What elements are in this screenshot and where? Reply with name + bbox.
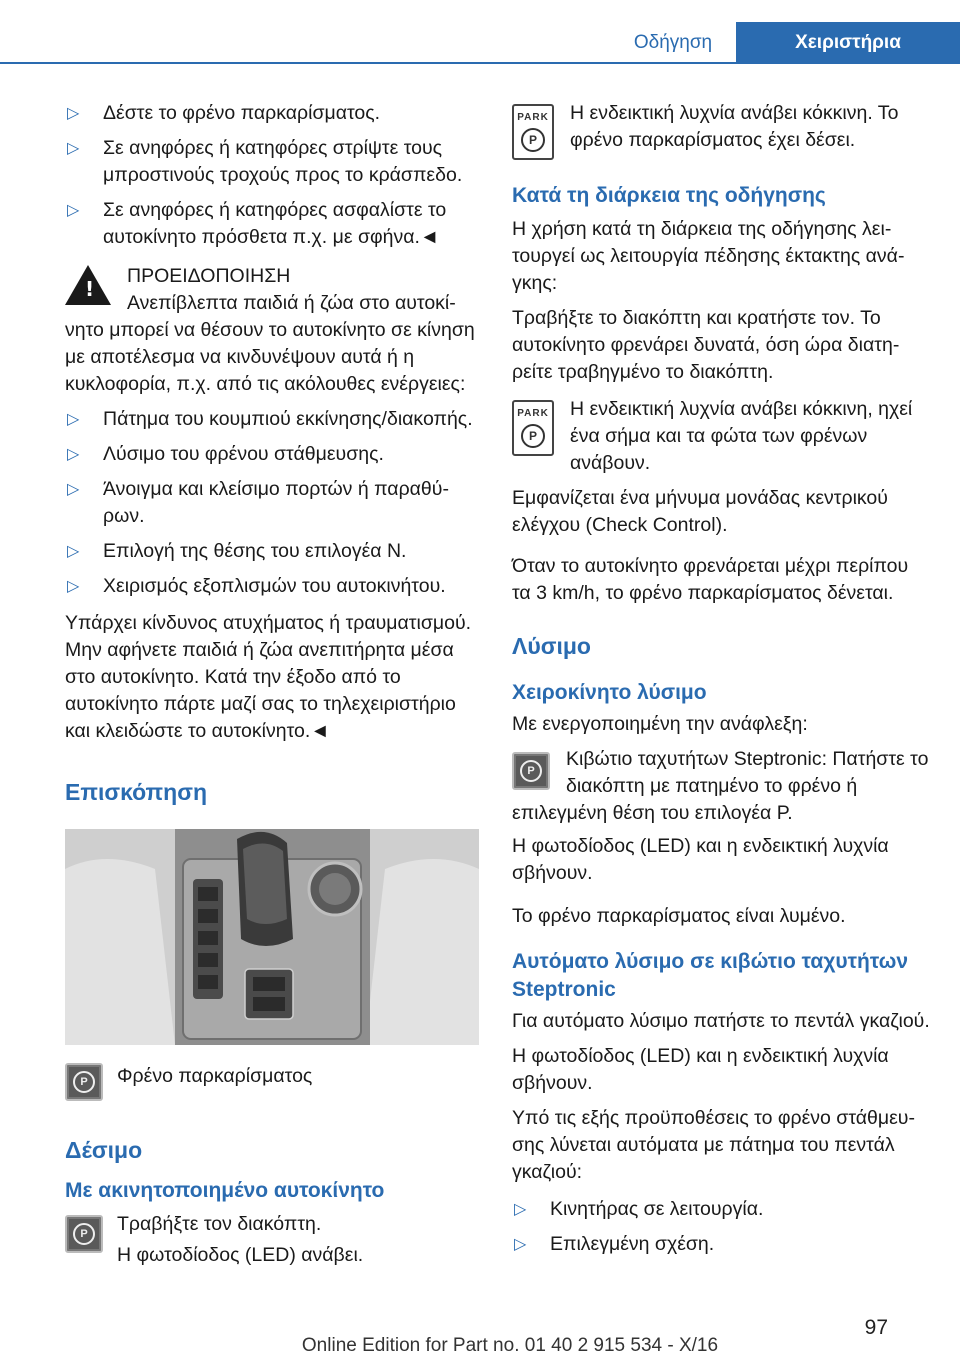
bullet-list-conditions: [512, 1196, 932, 1258]
led-off-text-1: Η φωτοδίοδος (LED) και η ενδεικτική λυχνία σβήνουν.: [512, 835, 889, 884]
left-column: [65, 100, 479, 1269]
park-red-text-2: Η ενδεικτική λυχνία ανάβει κόκκινη, ηχεί ένα σήμα και τα φώτα των φρένων ανάβουν.: [570, 398, 913, 474]
triangle-bullet-icon: ▷: [67, 578, 80, 595]
header-bar: [0, 0, 960, 64]
triangle-bullet-icon: ▷: [67, 543, 80, 560]
park-indicator-icon: PARK P: [512, 104, 554, 160]
steptronic-block: [512, 746, 932, 827]
speed-note-text: Όταν το αυτοκίνητο φρενάρεται μέχρι περίπου τα 3 km/h, το φρένο παρκαρίσματος δένεται.: [512, 555, 909, 604]
list-item: ▷ Άνοιγμα και κλείσιμο πορτών ή παραθύρων.: [67, 478, 449, 527]
park-indicator-block-1: [512, 100, 932, 164]
stationary-heading: Με ακινητοποιημένο αυτοκίνητο: [65, 1179, 385, 1202]
released-text: Το φρένο παρκαρίσματος είναι λυμένο.: [512, 905, 846, 927]
list-item: ▷ Πάτημα του κουμπιού εκκίνησης/διακοπής.: [65, 406, 479, 433]
bullet-list-warning: [65, 406, 479, 600]
apply-heading: Δέσιμο: [65, 1137, 143, 1163]
list-item: ▷ Χειρισμός εξοπλισμών του αυτοκινήτου.: [65, 573, 479, 600]
release-heading: Λύσιμο: [512, 633, 591, 659]
parking-brake-button-icon: P: [65, 1063, 103, 1101]
overview-heading: Επισκόπηση: [65, 779, 207, 805]
right-column: [512, 100, 932, 1266]
warning-icon: !: [65, 265, 111, 305]
bullet-list-top: [65, 100, 479, 251]
triangle-bullet-icon: ▷: [514, 1201, 527, 1218]
conditions-text: Υπό τις εξής προϋποθέσεις το φρένο στάθμευσης λύνεται αυτόματα με πάτημα του πεντάλ γκαζιού:: [512, 1107, 915, 1183]
stationary-pull-text: Τραβήξτε τον διακόπτη.: [117, 1213, 322, 1235]
led-off-text-2: Η φωτοδίοδος (LED) και η ενδεικτική λυχνία σβήνουν.: [512, 1045, 889, 1094]
warning-block: [65, 263, 479, 398]
triangle-bullet-icon: ▷: [67, 105, 80, 122]
list-item: ▷ Σε ανηφόρες ή κατηφόρες στρίψτε τους μπροστινούς τροχούς προς το κράσπεδο.: [67, 137, 463, 186]
check-control-text: Εμφανίζεται ένα μήνυμα μονάδας κεντρικού ελέγχου (Check Control).: [512, 487, 888, 536]
warning-end-text: Υπάρχει κίνδυνος ατυχήματος ή τραυματισμού. Μην αφήνετε παιδιά ή ζώα ανεπιτήρητα μέσα στο αυτοκίνητο. Κατά την έξοδο από το αυτοκίνητο πάρτε μαζί σας το τηλεχειριστήριο και κλειδώστε το αυτοκίνητο.◄: [65, 612, 472, 742]
warning-text: Ανεπίβλεπτα παιδιά ή ζώα στο αυτοκίνητο μπορεί να θέσουν το αυτοκίνητο σε κίνηση με αποτέλεσμα να κινδυνέψουν αυτά ή η κυκλοφορία, π.χ. από τις ακόλουθες ενέργειες:: [65, 292, 475, 395]
stationary-led-text: Η φωτοδίοδος (LED) ανάβει.: [117, 1244, 364, 1266]
auto-release-text: Για αυτόματο λύσιμο πατήστε το πεντάλ γκαζιού.: [512, 1010, 930, 1032]
list-item: ▷ Λύσιμο του φρένου στάθμευσης.: [65, 441, 479, 468]
tab-driving[interactable]: Οδήγηση: [610, 22, 736, 64]
triangle-bullet-icon: ▷: [67, 411, 80, 428]
list-item: ▷ Δέστε το φρένο παρκαρίσματος.: [65, 100, 479, 127]
list-item: ▷ Κινητήρας σε λειτουργία.: [512, 1196, 932, 1223]
warning-title: ΠΡΟΕΙΔΟΠΟΙΗΣΗ: [127, 265, 291, 287]
header-divider: [0, 62, 960, 64]
parking-brake-button-icon: P: [512, 752, 550, 790]
triangle-bullet-icon: ▷: [67, 202, 80, 219]
triangle-bullet-icon: ▷: [67, 140, 80, 157]
steptronic-text: Κιβώτιο ταχυτήτων Steptronic: Πατήστε το διακόπτη με πατημένο το φρένο ή επιλεγμένη θέση του επιλογέα P.: [512, 748, 929, 824]
auto-release-heading: Αυτόματο λύσιμο σε κιβώτιο ταχυτήτων Steptronic: [512, 950, 909, 1001]
console-illustration: [65, 829, 479, 1045]
ignition-on-text: Με ενεργοποιημένη την ανάφλεξη:: [512, 713, 808, 735]
triangle-bullet-icon: ▷: [67, 446, 80, 463]
park-indicator-block-2: [512, 396, 932, 477]
list-item: ▷ Επιλογή της θέσης του επιλογέα N.: [65, 538, 479, 565]
triangle-bullet-icon: ▷: [67, 481, 80, 498]
while-driving-text: Η χρήση κατά τη διάρκεια της οδήγησης λειτουργεί ως λειτουργία πέδησης έκτακτης ανάγκης:: [512, 218, 905, 294]
stationary-block: [65, 1211, 479, 1269]
triangle-bullet-icon: ▷: [514, 1236, 527, 1253]
edition-text: Online Edition for Part no. 01 40 2 915 534 - X/16: [301, 1335, 719, 1356]
manual-release-heading: Χειροκίνητο λύσιμο: [512, 681, 707, 704]
page-number: 97: [864, 1316, 888, 1339]
park-indicator-icon: PARK P: [512, 400, 554, 456]
while-driving-pull-text: Τραβήξτε το διακόπτη και κρατήστε τον. Το αυτοκίνητο φρενάρει δυνατά, όση ώρα διατηρείτε τραβηγμένο το διακόπτη.: [512, 307, 900, 383]
list-item: ▷ Σε ανηφόρες ή κατηφόρες ασφαλίστε το αυτοκίνητο πρόσθετα π.χ. με σφήνα.◄: [67, 199, 447, 248]
tab-controls[interactable]: Χειριστήρια: [736, 22, 960, 64]
photo-caption: [65, 1059, 479, 1099]
photo-caption-text: Φρένο παρκαρίσματος: [117, 1065, 313, 1087]
gear-console-photo: [65, 829, 479, 1045]
list-item: ▷ Επιλεγμένη σχέση.: [512, 1231, 932, 1258]
parking-brake-button-icon: P: [65, 1215, 103, 1253]
while-driving-heading: Κατά τη διάρκεια της οδήγησης: [512, 184, 826, 207]
park-red-text-1: Η ενδεικτική λυχνία ανάβει κόκκινη. Το φρένο παρκαρίσματος έχει δέσει.: [570, 102, 899, 151]
